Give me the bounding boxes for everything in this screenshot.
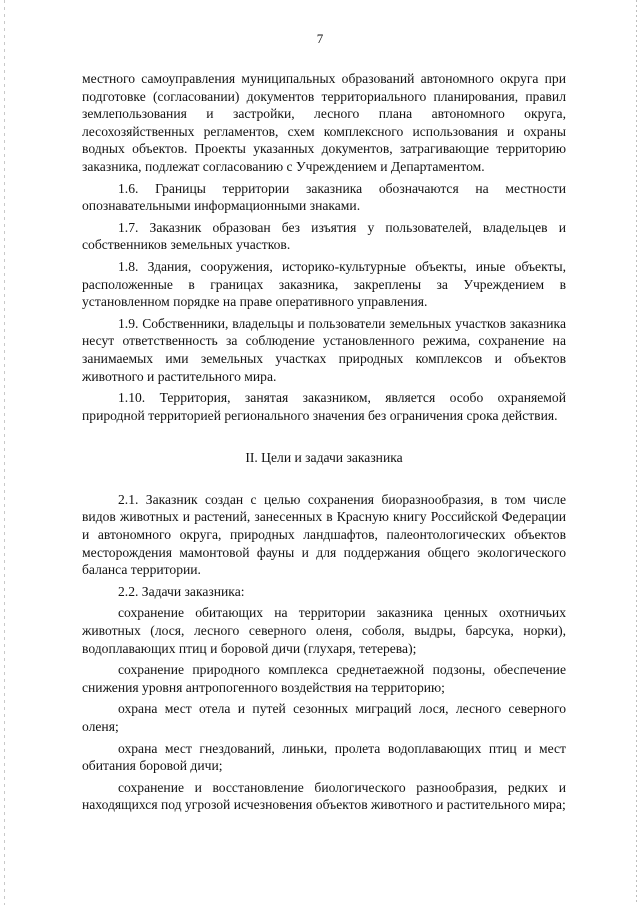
paragraph-1-6: 1.6. Границы территории заказника обозначаются на местности опознавательными информационными знаками. xyxy=(82,180,566,214)
section-heading: II. Цели и задачи заказника xyxy=(245,450,403,466)
task-item: охрана мест отела и путей сезонных миграций лося, лесного северного оленя; xyxy=(82,701,566,734)
paragraph-1-8: 1.8. Здания, сооружения, историко-культурные объекты, иные объекты, расположенные в границах заказника, закреплены за Учреждением в установленном порядке на праве оперативного управления. xyxy=(82,258,566,310)
task-item: сохранение обитающих на территории заказника ценных охотничьих животных (лося, лесного северного оленя, соболя, выдры, барсука, норки), водоплавающих птиц и боровой дичи (глухаря, тетерева); xyxy=(82,605,566,656)
page-number: 7 xyxy=(316,31,324,46)
scan-edge-left xyxy=(4,0,5,905)
paragraph-1-7: 1.7. Заказник образован без изъятия у пользователей, владельцев и собственников земельных участков. xyxy=(82,219,566,253)
scan-edge-right xyxy=(636,0,637,905)
task-item: сохранение и восстановление биологического разнообразия, редких и находящихся под угрозой исчезновения объектов животного и растительного мира; xyxy=(82,779,566,813)
paragraph-continuation: местного самоуправления муниципальных образований автономного округа при подготовке (согласовании) документов территориального планирования, правил землепользования и застройки, лесного плана автономного округа, лесохозяйственных регламентов, схем комплексного использования и охраны водных объектов. Проекты указанных документов, затрагивающие территорию заказника, подлежат согласованию с Учреждением и Департаментом. xyxy=(82,71,566,174)
paragraph-1-10: 1.10. Территория, занятая заказником, является особо охраняемой природной территорией регионального значения без ограничения срока действия. xyxy=(82,390,566,423)
document-body xyxy=(82,70,566,814)
task-item: охрана мест гнездований, линьки, пролета водоплавающих птиц и мест обитания боровой дичи; xyxy=(82,740,566,774)
paragraph-1-9: 1.9. Собственники, владельцы и пользователи земельных участков заказника несут ответственность за соблюдение установленного режима, сохранение на занимаемых ими земельных участках природных комплексов и объектов животного и растительного мира. xyxy=(82,315,566,384)
paragraph-2-1: 2.1. Заказник создан с целью сохранения биоразнообразия, в том числе видов животных и растений, занесенных в Красную книгу Российской Федерации и автономного округа, природных ландшафтов, палеонтологических объектов месторождения мамонтовой фауны и для поддержания общего экологического баланса территории. xyxy=(82,491,566,578)
task-item: сохранение природного комплекса среднетаежной подзоны, обеспечение снижения уровня антропогенного воздействия на территорию; xyxy=(82,662,566,695)
paragraph-2-2: 2.2. Задачи заказника: xyxy=(118,583,245,599)
